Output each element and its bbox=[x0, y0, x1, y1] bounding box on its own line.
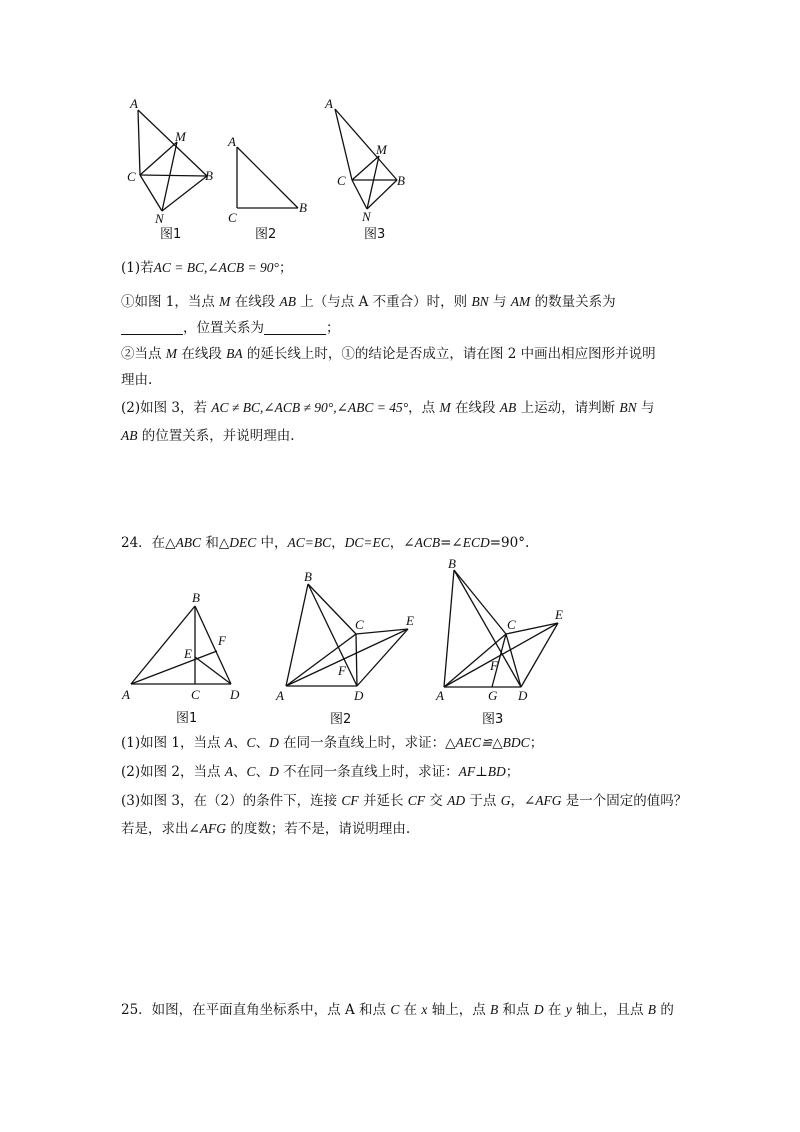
p24-f2-label-c: C bbox=[355, 617, 364, 632]
p24-f1-label-f: F bbox=[218, 633, 226, 648]
condition: AC ≠ BC,∠ACB ≠ 90°,∠ABC = 45° bbox=[211, 400, 409, 415]
var: △AEC≌△BDC bbox=[445, 735, 530, 750]
text: 在同一条直线上时，求证： bbox=[278, 735, 446, 751]
var: AB bbox=[499, 400, 517, 415]
p24-q2-line bbox=[121, 762, 519, 782]
var: AB bbox=[121, 428, 138, 443]
p23-f2-label-b: B bbox=[299, 200, 307, 215]
p24-f1-label-e: E bbox=[184, 646, 192, 661]
text: 和△ bbox=[201, 535, 230, 551]
p24-q3-line1 bbox=[121, 791, 687, 811]
p24-f2-label-d: D bbox=[354, 688, 364, 703]
p23-q1-line1 bbox=[121, 292, 616, 312]
var: M bbox=[219, 294, 231, 309]
text: 上（与点 A 不重合）时，则 bbox=[296, 294, 472, 310]
p23-part1-condition: AC = BC,∠ACB = 90° bbox=[153, 260, 279, 275]
text: 中， bbox=[256, 535, 288, 551]
text: (2)如图 3，若 bbox=[121, 400, 212, 416]
p23-q2-line2 bbox=[121, 370, 152, 390]
var: DC=EC bbox=[344, 535, 390, 550]
p24-figure-1 bbox=[118, 588, 253, 728]
text: 不在同一条直线上时，求证： bbox=[278, 764, 459, 780]
text: ①如图 1，当点 bbox=[121, 294, 220, 310]
p23-f3-label-a: A bbox=[325, 96, 333, 111]
p23-f3-label-n: N bbox=[362, 209, 371, 224]
var: AD bbox=[447, 793, 466, 808]
var: AB bbox=[279, 294, 297, 309]
text: ，∠ bbox=[389, 535, 415, 551]
p24-f3-label-a: A bbox=[436, 688, 444, 703]
p23-f1-label-c: C bbox=[127, 169, 136, 184]
p23-f2-label-c: C bbox=[228, 210, 237, 225]
p23-f3-label-c: C bbox=[337, 173, 346, 188]
text: 于点 bbox=[465, 793, 501, 809]
p23-f3-caption: 图3 bbox=[364, 227, 386, 242]
p24-f2-caption: 图2 bbox=[330, 712, 352, 727]
p24-f1-caption: 图1 bbox=[176, 711, 198, 726]
p24-f3-label-f: F bbox=[490, 658, 498, 673]
p23-q2-line1 bbox=[121, 344, 656, 364]
var: G bbox=[500, 793, 511, 808]
p23-part1-prefix: (1)若 bbox=[121, 260, 154, 276]
text: ， bbox=[331, 535, 345, 551]
var: A bbox=[224, 764, 234, 779]
text: ，∠ bbox=[510, 793, 536, 809]
text: (1)如图 1，当点 bbox=[121, 735, 225, 751]
p24-q3-line2 bbox=[121, 819, 410, 839]
var: BA bbox=[226, 346, 243, 361]
text: (3)如图 3，在（2）的条件下，连接 bbox=[121, 793, 342, 809]
text: 轴上，且点 bbox=[571, 1002, 648, 1018]
var: C bbox=[390, 1002, 400, 1017]
var: AFG bbox=[199, 821, 227, 836]
p23-f3-label-m: M bbox=[376, 142, 387, 157]
text: ②当点 bbox=[121, 346, 166, 362]
p24-f1-label-a: A bbox=[122, 687, 130, 702]
p23-part2-line1 bbox=[121, 398, 654, 418]
text: 、 bbox=[255, 764, 270, 780]
text: 的位置关系，并说明理由. bbox=[137, 428, 295, 444]
text: 的数量关系为 bbox=[530, 294, 616, 310]
p23-f1-label-m: M bbox=[175, 129, 186, 144]
text: (2)如图 2，当点 bbox=[121, 764, 225, 780]
p24-f2-label-b: B bbox=[304, 569, 312, 584]
var: x bbox=[421, 1002, 428, 1017]
p24-f3-label-d: D bbox=[518, 688, 528, 703]
text: 、 bbox=[233, 735, 247, 751]
p24-q1-line bbox=[121, 733, 543, 753]
var: BN bbox=[619, 400, 637, 415]
var: B bbox=[647, 1002, 657, 1017]
text: 的 bbox=[656, 1002, 674, 1018]
p23-part2-line2 bbox=[121, 426, 295, 446]
p23-f1-label-n: N bbox=[155, 211, 164, 226]
p24-f3-label-g: G bbox=[488, 688, 498, 703]
p24-f3-label-e: E bbox=[555, 607, 563, 622]
p24-f1-label-b: B bbox=[192, 590, 200, 605]
answer-blank-position[interactable] bbox=[264, 320, 326, 335]
p24-f1-label-d: D bbox=[230, 687, 240, 702]
text: ； bbox=[505, 764, 520, 780]
text: 、 bbox=[233, 764, 247, 780]
p23-part1-suffix: ； bbox=[278, 260, 293, 276]
var: AM bbox=[510, 294, 531, 309]
text: 的延长线上时，①的结论是否成立，请在图 2 中画出相应图形并说明 bbox=[242, 346, 656, 362]
var: ABC bbox=[175, 535, 202, 550]
p23-f1-label-b: B bbox=[205, 168, 213, 183]
text: ； bbox=[326, 320, 340, 336]
var: A bbox=[224, 735, 234, 750]
p23-f1-caption: 图1 bbox=[160, 227, 182, 242]
var: D bbox=[533, 1002, 544, 1017]
p23-figure-3 bbox=[322, 96, 417, 246]
var: DEC bbox=[229, 535, 257, 550]
var: AC=BC bbox=[287, 535, 332, 550]
var: M bbox=[439, 400, 451, 415]
p24-f2-label-e: E bbox=[406, 613, 414, 628]
var: ACB bbox=[414, 535, 441, 550]
var: BN bbox=[471, 294, 489, 309]
p24-f1-label-c: C bbox=[191, 687, 200, 702]
var: CF bbox=[341, 793, 359, 808]
p25-line bbox=[121, 1000, 674, 1020]
p24-intro-line bbox=[121, 533, 529, 553]
text: 在 bbox=[399, 1002, 422, 1018]
text: 与 bbox=[636, 400, 655, 416]
text: =∠ bbox=[440, 535, 463, 551]
text: 交 bbox=[425, 793, 448, 809]
p24-f2-label-f: F bbox=[338, 663, 346, 678]
text: 上运动，请判断 bbox=[516, 400, 620, 416]
answer-blank-quantity[interactable] bbox=[121, 320, 183, 335]
p23-f1-label-a: A bbox=[130, 96, 138, 111]
text: 在线段 bbox=[450, 400, 500, 416]
text: 在线段 bbox=[230, 294, 280, 310]
var: B bbox=[490, 1002, 499, 1017]
p23-f2-caption: 图2 bbox=[255, 227, 277, 242]
text: 是一个固定的值吗？ bbox=[561, 793, 688, 809]
text: 24．在△ bbox=[121, 535, 176, 551]
text: 理由. bbox=[121, 372, 153, 388]
text: ，位置关系为 bbox=[183, 320, 264, 336]
text: 若是，求出∠ bbox=[121, 821, 200, 837]
text: 25．如图，在平面直角坐标系中，点 A 和点 bbox=[121, 1002, 391, 1018]
var: AF⊥BD bbox=[458, 764, 506, 779]
p23-part1-line bbox=[121, 258, 292, 278]
p24-f2-label-a: A bbox=[276, 688, 284, 703]
text: 轴上，点 bbox=[427, 1002, 491, 1018]
text: 和点 bbox=[498, 1002, 534, 1018]
p24-f3-label-b: B bbox=[448, 556, 456, 571]
var: C bbox=[246, 735, 256, 750]
p24-f3-label-c: C bbox=[507, 617, 516, 632]
var: D bbox=[269, 764, 279, 779]
p23-figure-2 bbox=[225, 130, 315, 245]
var: C bbox=[246, 764, 256, 779]
text: ，点 bbox=[408, 400, 440, 416]
text: ； bbox=[529, 735, 544, 751]
var: ECD bbox=[462, 535, 490, 550]
text: 在 bbox=[543, 1002, 566, 1018]
p24-f3-caption: 图3 bbox=[482, 712, 504, 727]
p23-figure-1 bbox=[125, 96, 220, 246]
p24-figure-2 bbox=[272, 568, 422, 728]
var: y bbox=[565, 1002, 572, 1017]
var: AFG bbox=[535, 793, 562, 808]
var: D bbox=[269, 735, 279, 750]
text: 的度数；若不是，请说明理由. bbox=[226, 821, 411, 837]
p23-f2-label-a: A bbox=[228, 134, 236, 149]
var: M bbox=[165, 346, 178, 361]
p23-q1-line2 bbox=[121, 318, 340, 338]
p24-figure-3 bbox=[434, 556, 584, 728]
p23-f3-label-b: B bbox=[397, 173, 405, 188]
text: 在线段 bbox=[177, 346, 227, 362]
text: 并延长 bbox=[358, 793, 408, 809]
text: 与 bbox=[488, 294, 511, 310]
var: CF bbox=[407, 793, 426, 808]
text: 、 bbox=[255, 735, 270, 751]
text: =90°. bbox=[489, 535, 530, 551]
